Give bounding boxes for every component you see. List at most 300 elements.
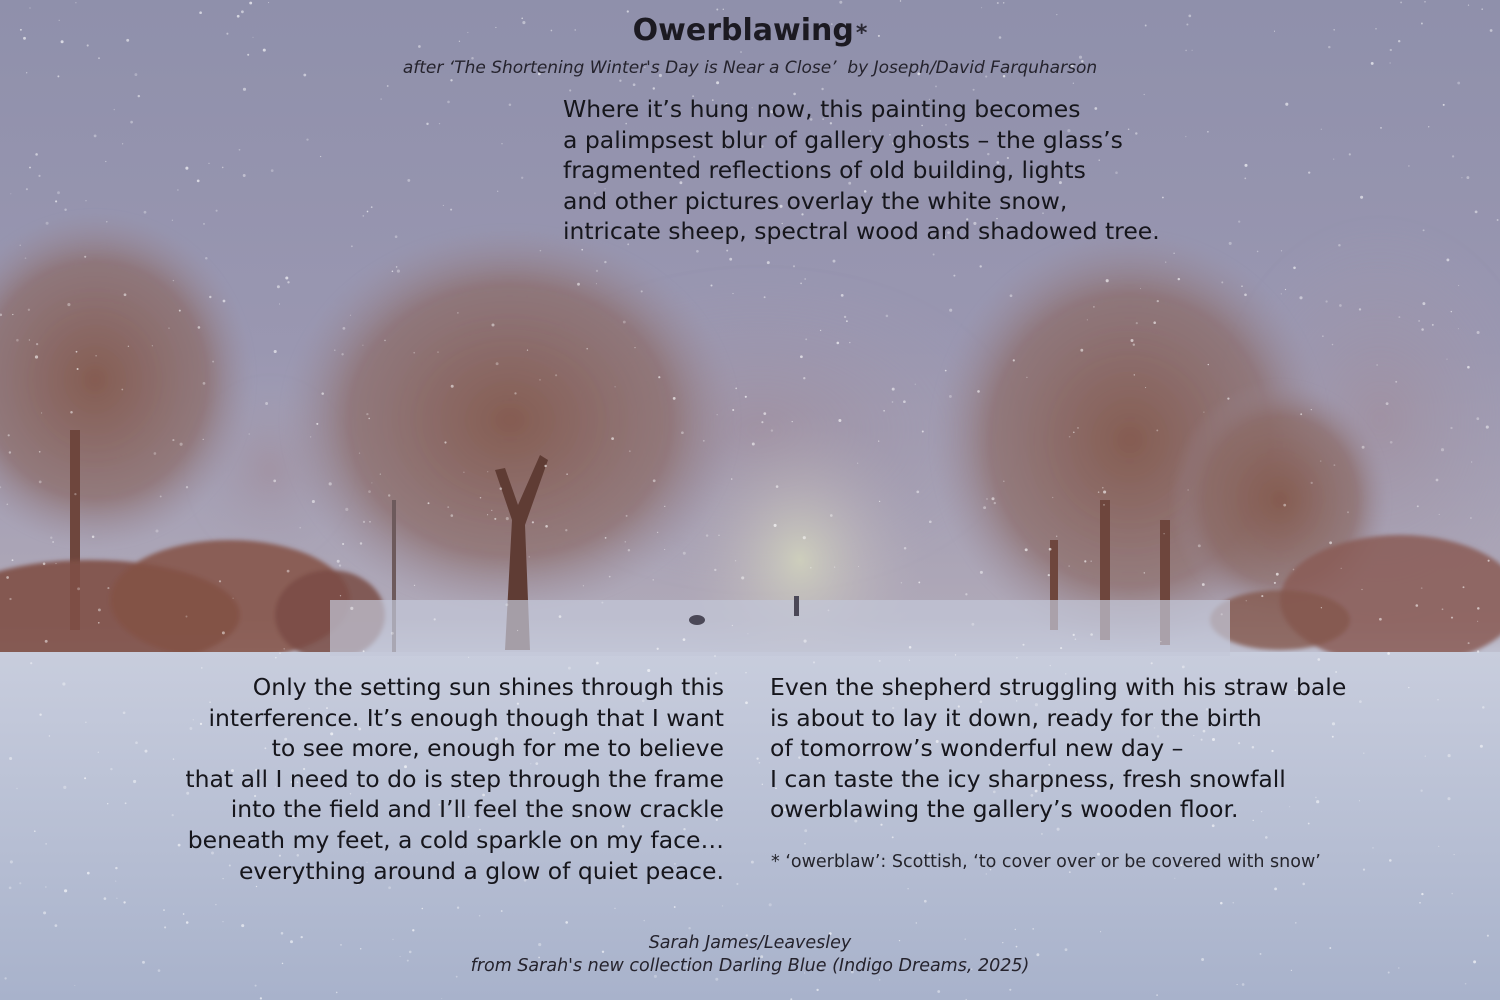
snowflake bbox=[77, 587, 80, 590]
snowflake bbox=[1421, 893, 1423, 895]
snowflake bbox=[1424, 1, 1426, 3]
snowflake bbox=[718, 535, 719, 536]
snowflake bbox=[1477, 607, 1480, 610]
snowflake bbox=[1461, 177, 1462, 178]
snowflake bbox=[745, 701, 748, 704]
stanza-line: a palimpsest blur of gallery ghosts – the glass’s bbox=[563, 125, 1123, 154]
snowflake bbox=[1451, 311, 1452, 312]
snowflake bbox=[776, 485, 779, 488]
stanza-3 bbox=[770, 672, 1346, 825]
snowflake bbox=[241, 924, 244, 927]
snowflake bbox=[752, 443, 755, 446]
snowflake bbox=[396, 266, 398, 268]
snowflake bbox=[1106, 279, 1109, 282]
snowflake bbox=[878, 441, 879, 442]
snowflake bbox=[10, 860, 13, 863]
snowflake bbox=[1182, 665, 1185, 668]
snowflake bbox=[186, 486, 188, 488]
snowflake bbox=[55, 200, 57, 202]
snowflake bbox=[596, 662, 599, 665]
snowflake bbox=[1003, 2, 1004, 3]
snowflake bbox=[434, 618, 436, 620]
snowflake bbox=[901, 582, 902, 583]
snowflake bbox=[800, 355, 803, 358]
snowflake bbox=[203, 223, 205, 225]
snowflake bbox=[1178, 278, 1180, 280]
snowflake bbox=[439, 123, 440, 124]
snowflake bbox=[657, 648, 659, 650]
snowflake bbox=[271, 169, 274, 172]
snowflake bbox=[29, 339, 30, 340]
snowflake bbox=[1446, 258, 1449, 261]
snowflake bbox=[1466, 176, 1469, 179]
snowflake bbox=[586, 348, 588, 350]
snowflake bbox=[36, 343, 38, 345]
snowflake bbox=[729, 258, 732, 261]
snowflake bbox=[160, 495, 162, 497]
snowflake bbox=[30, 662, 32, 664]
snowflake bbox=[107, 587, 109, 589]
snowflake bbox=[215, 904, 216, 905]
snowflake bbox=[45, 843, 46, 844]
snowflake bbox=[771, 429, 773, 431]
snowflake bbox=[441, 998, 442, 999]
snowflake bbox=[29, 167, 31, 169]
snowflake bbox=[25, 257, 27, 259]
snowflake bbox=[619, 80, 621, 82]
snowflake bbox=[800, 283, 802, 285]
snowflake bbox=[39, 451, 41, 453]
snowflake bbox=[50, 537, 52, 539]
snowflake bbox=[747, 633, 748, 634]
snowflake bbox=[1465, 983, 1467, 985]
snowflake bbox=[879, 660, 881, 662]
snowflake bbox=[857, 463, 858, 464]
snowflake bbox=[395, 235, 398, 238]
snowflake bbox=[1470, 517, 1472, 519]
snowflake bbox=[1241, 285, 1243, 287]
snowflake bbox=[1281, 250, 1282, 251]
snowflake bbox=[116, 898, 117, 899]
snowflake bbox=[804, 843, 806, 845]
snowflake bbox=[16, 339, 19, 342]
snowflake bbox=[426, 123, 428, 125]
snowflake bbox=[1395, 381, 1397, 383]
snowflake bbox=[918, 581, 920, 583]
snowflake bbox=[105, 161, 106, 162]
snowflake bbox=[1283, 504, 1286, 507]
poem-title bbox=[0, 10, 1500, 48]
snowflake bbox=[451, 385, 454, 388]
snowflake bbox=[1361, 589, 1362, 590]
snowflake bbox=[343, 327, 346, 330]
snowflake bbox=[443, 205, 444, 206]
snowflake bbox=[1103, 504, 1105, 506]
snowflake bbox=[479, 915, 480, 916]
snowflake bbox=[769, 903, 772, 906]
snowflake bbox=[1198, 544, 1201, 547]
snowflake bbox=[1136, 322, 1138, 324]
snowflake bbox=[369, 521, 371, 523]
snowflake bbox=[1442, 608, 1444, 610]
snowflake bbox=[735, 388, 737, 390]
snowflake bbox=[830, 514, 833, 517]
snowflake bbox=[696, 250, 699, 253]
snowflake bbox=[1073, 83, 1074, 84]
snowflake bbox=[517, 630, 518, 631]
snowflake bbox=[1463, 586, 1465, 588]
snowflake bbox=[803, 377, 805, 379]
snowflake bbox=[994, 502, 996, 504]
snowflake bbox=[275, 657, 277, 659]
snowflake bbox=[1075, 638, 1077, 640]
snowflake bbox=[674, 906, 676, 908]
snowflake bbox=[1145, 387, 1146, 388]
snowflake bbox=[447, 101, 450, 104]
snowflake bbox=[706, 534, 708, 536]
snowflake bbox=[299, 527, 301, 529]
snowflake bbox=[821, 88, 823, 90]
snowflake bbox=[239, 149, 241, 151]
snowflake bbox=[804, 640, 807, 643]
snowflake bbox=[1276, 573, 1279, 576]
snowflake bbox=[1320, 460, 1321, 461]
stanza-line: into the field and I’ll feel the snow crackle bbox=[230, 795, 724, 824]
snowflake bbox=[1202, 583, 1205, 586]
snowflake bbox=[209, 296, 211, 298]
snowflake bbox=[287, 281, 289, 283]
snowflake bbox=[1418, 320, 1420, 322]
snowflake bbox=[205, 257, 208, 260]
snowflake bbox=[577, 283, 580, 286]
snowflake bbox=[1387, 652, 1390, 655]
snowflake bbox=[1090, 560, 1092, 562]
snowflake bbox=[130, 121, 133, 124]
snowflake bbox=[1041, 833, 1043, 835]
snowflake bbox=[793, 265, 795, 267]
snowflake bbox=[644, 920, 645, 921]
snowflake bbox=[413, 352, 415, 354]
snowflake bbox=[387, 85, 389, 87]
snowflake bbox=[152, 345, 153, 346]
snowflake bbox=[566, 473, 568, 475]
snowflake bbox=[1425, 755, 1426, 756]
snowflake bbox=[397, 270, 400, 273]
snowflake bbox=[1451, 617, 1453, 619]
snowflake bbox=[904, 547, 907, 550]
snowflake bbox=[186, 616, 188, 618]
snowflake bbox=[1428, 126, 1429, 127]
snowflake bbox=[106, 221, 107, 222]
snowflake bbox=[1363, 753, 1364, 754]
snowflake bbox=[77, 368, 79, 370]
snowflake bbox=[480, 497, 481, 498]
snowflake bbox=[979, 265, 981, 267]
snowflake bbox=[388, 494, 390, 496]
snowflake bbox=[501, 143, 502, 144]
snowflake bbox=[858, 566, 859, 567]
snowflake bbox=[203, 382, 206, 385]
snowflake bbox=[497, 191, 498, 192]
snowflake bbox=[949, 395, 952, 398]
snowflake bbox=[997, 2, 999, 4]
snowflake bbox=[1156, 429, 1158, 431]
snowflake bbox=[1468, 642, 1470, 644]
snowflake bbox=[172, 220, 173, 221]
snowflake bbox=[1261, 595, 1263, 597]
snowflake bbox=[1477, 621, 1478, 622]
snowflake bbox=[41, 412, 42, 413]
snowflake bbox=[1069, 566, 1070, 567]
snowflake bbox=[1140, 288, 1141, 289]
snowflake bbox=[1497, 219, 1499, 221]
snowflake bbox=[1458, 328, 1459, 329]
snowflake bbox=[1244, 164, 1247, 167]
snowflake bbox=[915, 384, 916, 385]
snowflake bbox=[128, 346, 129, 347]
snowflake bbox=[1060, 647, 1062, 649]
snowflake bbox=[1093, 306, 1095, 308]
snowflake bbox=[1285, 103, 1288, 106]
snowflake bbox=[751, 861, 754, 864]
snowflake bbox=[965, 593, 967, 595]
snowflake bbox=[1151, 662, 1153, 664]
snowflake bbox=[43, 911, 46, 914]
snowflake bbox=[329, 482, 332, 485]
snowflake bbox=[74, 493, 76, 495]
snowflake bbox=[222, 631, 225, 634]
snowflake bbox=[122, 143, 123, 144]
snowflake bbox=[1400, 1, 1402, 3]
snowflake bbox=[810, 567, 812, 569]
snowflake bbox=[1134, 374, 1135, 375]
snowflake bbox=[277, 285, 280, 288]
snowflake bbox=[35, 153, 38, 156]
snowflake bbox=[745, 396, 747, 398]
snowflake bbox=[611, 437, 614, 440]
snowflake bbox=[222, 167, 224, 169]
snowflake bbox=[1026, 377, 1027, 378]
snowflake bbox=[581, 249, 583, 251]
snowflake bbox=[1010, 294, 1013, 297]
snowflake bbox=[986, 498, 987, 499]
snowflake bbox=[1379, 618, 1382, 621]
snowflake bbox=[208, 163, 209, 164]
snowflake bbox=[368, 490, 371, 493]
snowflake bbox=[163, 909, 165, 911]
snowflake bbox=[741, 576, 744, 579]
snowflake bbox=[596, 270, 598, 272]
snowflake bbox=[1467, 366, 1470, 369]
snowflake bbox=[1416, 604, 1419, 607]
snowflake bbox=[34, 830, 36, 832]
snowflake bbox=[64, 889, 67, 892]
snowflake bbox=[255, 985, 257, 987]
snowflake bbox=[714, 655, 716, 657]
snowflake bbox=[1334, 464, 1336, 466]
snowflake bbox=[437, 351, 438, 352]
snowflake bbox=[216, 210, 218, 212]
snowflake bbox=[1144, 572, 1145, 573]
snowflake bbox=[500, 487, 503, 490]
snowflake bbox=[545, 525, 548, 528]
snowflake bbox=[222, 921, 223, 922]
snowflake bbox=[792, 421, 793, 422]
stanza-line: that all I need to do is step through the frame bbox=[185, 764, 724, 793]
snowflake bbox=[1098, 491, 1100, 493]
snowflake bbox=[342, 543, 344, 545]
snowflake bbox=[731, 478, 733, 480]
snowflake bbox=[1480, 745, 1483, 748]
snowflake bbox=[168, 327, 169, 328]
snowflake bbox=[321, 392, 324, 395]
snowflake bbox=[1244, 178, 1246, 180]
snowflake bbox=[722, 905, 723, 906]
snowflake bbox=[1025, 548, 1028, 551]
snowflake bbox=[664, 549, 665, 550]
snowflake bbox=[201, 667, 203, 669]
snowflake bbox=[641, 290, 643, 292]
snowflake bbox=[55, 924, 58, 927]
snowflake bbox=[39, 714, 41, 716]
snowflake bbox=[774, 524, 777, 527]
stanza-line: Where it’s hung now, this painting becomes bbox=[563, 95, 1081, 123]
snowflake bbox=[1436, 479, 1439, 482]
snowflake bbox=[219, 580, 221, 582]
snowflake bbox=[1069, 436, 1071, 438]
snowflake bbox=[929, 520, 932, 523]
snowflake bbox=[1084, 560, 1086, 562]
snowflake bbox=[468, 657, 469, 658]
snowflake bbox=[879, 979, 880, 980]
snowflake bbox=[144, 211, 147, 214]
snowflake bbox=[1311, 482, 1313, 484]
snowflake bbox=[155, 529, 158, 532]
stanza-line: Even the shepherd struggling with his straw bale bbox=[770, 673, 1347, 701]
snowflake bbox=[1321, 607, 1322, 608]
snowflake bbox=[529, 556, 530, 557]
snowflake bbox=[710, 284, 712, 286]
snowflake bbox=[736, 883, 738, 885]
snowflake bbox=[764, 296, 766, 298]
snowflake bbox=[1419, 902, 1421, 904]
snowflake bbox=[340, 595, 341, 596]
stanza-line: is about to lay it down, ready for the birth bbox=[770, 703, 1262, 732]
snowflake bbox=[371, 482, 372, 483]
snowflake bbox=[1220, 902, 1223, 905]
snowflake bbox=[12, 314, 13, 315]
snowflake bbox=[491, 510, 492, 511]
snowflake bbox=[360, 542, 362, 544]
snowflake bbox=[900, 0, 901, 1]
snowflake bbox=[391, 632, 394, 635]
snowflake bbox=[1443, 104, 1445, 106]
snowflake bbox=[64, 209, 66, 211]
snowflake bbox=[681, 431, 684, 434]
snowflake bbox=[180, 443, 183, 446]
snowflake bbox=[1032, 928, 1034, 930]
snowflake bbox=[1229, 242, 1232, 245]
snowflake bbox=[732, 409, 734, 411]
snowflake bbox=[1302, 883, 1305, 886]
snowflake bbox=[605, 537, 607, 539]
snowflake bbox=[114, 109, 115, 110]
snowflake bbox=[43, 563, 46, 566]
snowflake bbox=[1441, 448, 1444, 451]
snowflake bbox=[1438, 846, 1439, 847]
snowflake bbox=[1398, 316, 1400, 318]
stanza-line: everything around a glow of quiet peace. bbox=[238, 856, 724, 885]
snowflake bbox=[1295, 922, 1296, 923]
snowflake bbox=[1338, 244, 1341, 247]
snowflake bbox=[384, 340, 386, 342]
snowflake bbox=[949, 309, 952, 312]
snowflake bbox=[9, 886, 12, 889]
snowflake bbox=[1477, 331, 1480, 334]
snowflake bbox=[992, 497, 995, 500]
snowflake bbox=[9, 598, 11, 600]
credit-block bbox=[0, 932, 1500, 978]
snowflake bbox=[658, 376, 660, 378]
snowflake bbox=[350, 607, 353, 610]
snowflake bbox=[1450, 427, 1452, 429]
snowflake bbox=[804, 829, 807, 832]
snowflake bbox=[1274, 888, 1277, 891]
snowflake bbox=[283, 648, 285, 650]
snowflake bbox=[683, 638, 686, 641]
snowflake bbox=[1408, 165, 1409, 166]
snowflake bbox=[726, 250, 728, 252]
source-line: from Sarah's new collection Darling Blue (Indigo Dreams, 2025) bbox=[470, 956, 1030, 976]
snowflake bbox=[834, 566, 835, 567]
snowflake bbox=[1299, 296, 1302, 299]
snowflake bbox=[1221, 613, 1223, 615]
stanza-line: Only the setting sun shines through this bbox=[252, 673, 724, 701]
snowflake bbox=[601, 602, 603, 604]
snowflake bbox=[841, 294, 844, 297]
snowflake bbox=[1417, 505, 1419, 507]
snowflake bbox=[629, 450, 631, 452]
snowflake bbox=[104, 897, 107, 900]
snowflake bbox=[664, 506, 665, 507]
snowflake bbox=[223, 300, 226, 303]
stanza-line: to see more, enough for me to believe bbox=[271, 734, 724, 763]
snowflake bbox=[1052, 497, 1053, 498]
snowflake bbox=[977, 390, 980, 393]
snowflake bbox=[26, 188, 28, 190]
snowflake bbox=[1300, 413, 1302, 415]
snowflake bbox=[501, 910, 503, 912]
snowflake bbox=[1359, 800, 1360, 801]
snowflake bbox=[633, 83, 636, 86]
snowflake bbox=[198, 326, 201, 329]
snowflake bbox=[1477, 650, 1479, 652]
snowflake bbox=[1359, 308, 1361, 310]
snowflake bbox=[1221, 281, 1223, 283]
snowflake bbox=[1421, 587, 1423, 589]
snowflake bbox=[886, 315, 889, 318]
snowflake bbox=[759, 762, 761, 764]
snowflake bbox=[70, 411, 73, 414]
snowflake bbox=[1386, 402, 1389, 405]
snowflake bbox=[1009, 989, 1011, 991]
snowflake bbox=[29, 7, 30, 8]
snowflake bbox=[1451, 893, 1453, 895]
snowflake bbox=[813, 661, 815, 663]
snowflake bbox=[1362, 446, 1365, 449]
snowflake bbox=[16, 788, 17, 789]
snowflake bbox=[909, 646, 912, 649]
